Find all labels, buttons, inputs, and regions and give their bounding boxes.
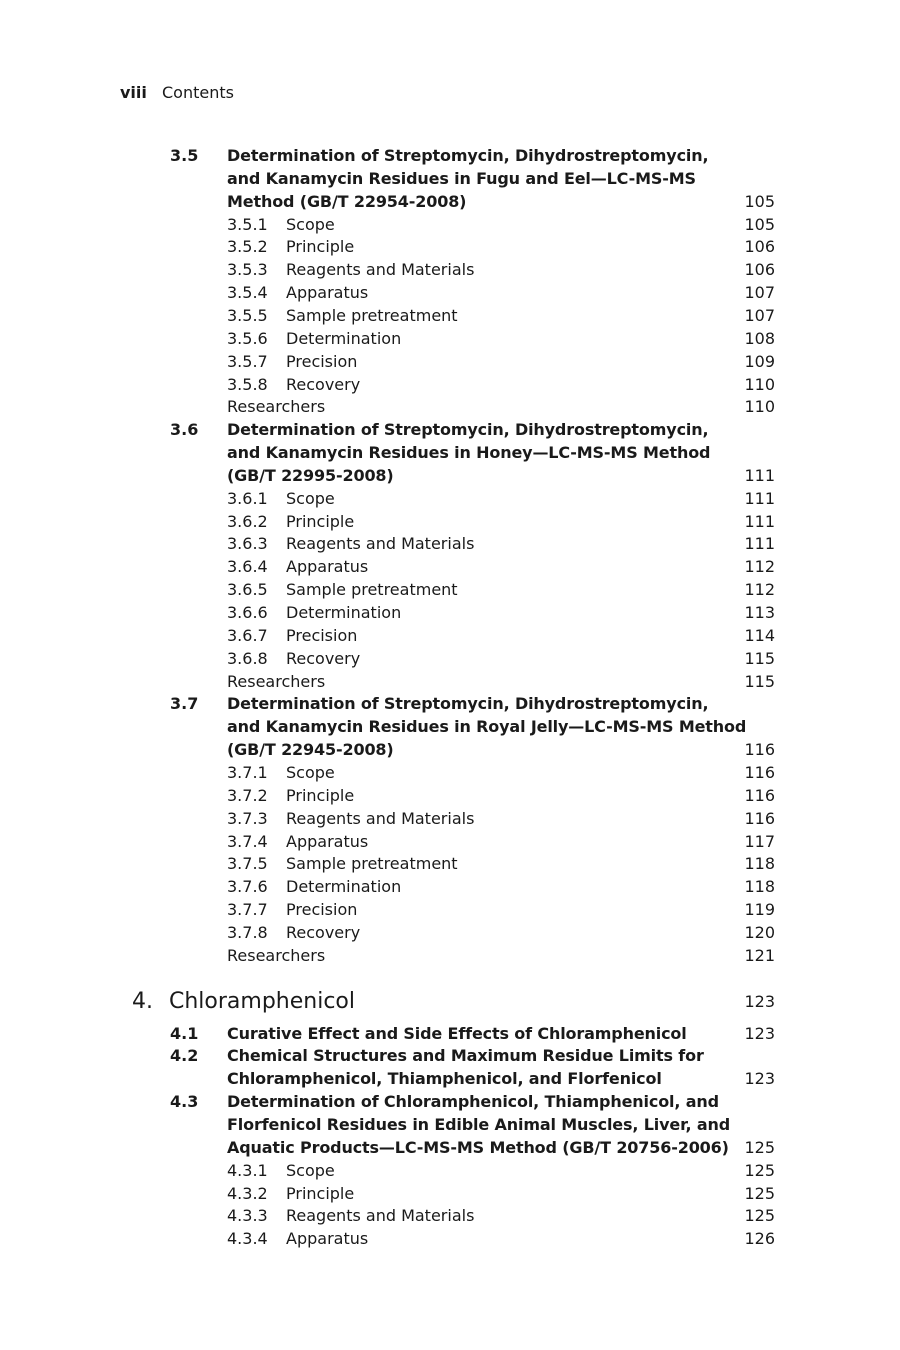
section-title: Chloramphenicol, Thiamphenicol, and Florfenicol <box>227 1069 662 1089</box>
subsection-number: 3.6.6 <box>227 603 268 622</box>
researchers-entry <box>0 395 900 418</box>
subsection-number: 3.6.3 <box>227 534 268 554</box>
subsection-number: 3.7.2 <box>227 785 268 805</box>
section-title: Curative Effect and Side Effects of Chloramphenicol <box>227 1023 687 1043</box>
subsection-title: Apparatus <box>286 557 369 577</box>
section-title: and Kanamycin Residues in Honey—LC-MS-MS Method <box>227 443 711 463</box>
subsection-entry <box>0 784 900 807</box>
section-number: 3.6 <box>170 420 199 440</box>
subsection-entry <box>0 647 900 670</box>
subsection-title: Principle <box>286 511 355 531</box>
subsection-title: Apparatus <box>286 831 369 851</box>
section-entry <box>0 1090 900 1113</box>
page-number: 125 <box>744 1206 775 1226</box>
page-number: 117 <box>744 831 775 851</box>
subsection-title: Sample pretreatment <box>286 854 458 874</box>
subsection-title: Sample pretreatment <box>286 305 458 325</box>
section-entry <box>0 441 900 464</box>
section-entry <box>0 1136 900 1159</box>
subsection-title: Apparatus <box>286 283 369 303</box>
section-title: Chemical Structures and Maximum Residue Limits for <box>227 1046 704 1066</box>
subsection-title: Scope <box>286 488 335 508</box>
page-number: 110 <box>744 397 775 417</box>
subsection-number: 3.6.4 <box>227 557 268 577</box>
section-entry <box>0 738 900 761</box>
page-number: 105 <box>744 214 775 234</box>
section-entry <box>0 418 900 441</box>
subsection-number: 3.5.2 <box>227 237 268 257</box>
section-entry <box>0 1022 900 1045</box>
page-number: 115 <box>744 648 775 668</box>
subsection-title: Recovery <box>286 374 361 394</box>
section-title: and Kanamycin Residues in Fugu and Eel—LC-MS-MS <box>227 168 696 188</box>
subsection-number: 3.5.8 <box>227 374 268 394</box>
subsection-number: 3.6.1 <box>227 488 268 508</box>
subsection-title: Principle <box>286 237 355 257</box>
section-entry <box>0 1044 900 1067</box>
page-folio: viii <box>120 83 147 102</box>
page-number: 108 <box>744 328 775 348</box>
section-entry <box>0 692 900 715</box>
subsection-number: 3.7.8 <box>227 922 268 942</box>
subsection-number: 3.5.3 <box>227 260 268 280</box>
subsection-entry <box>0 304 900 327</box>
section-title: Method (GB/T 22954-2008) <box>227 191 467 211</box>
subsection-entry <box>0 350 900 373</box>
page-number: 118 <box>744 877 775 897</box>
subsection-number: 3.5.1 <box>227 214 268 234</box>
page-number: 120 <box>744 922 775 942</box>
section-number: 4.3 <box>170 1092 199 1112</box>
page-number: 116 <box>744 785 775 805</box>
subsection-entry <box>0 1227 900 1250</box>
section-entry <box>0 1067 900 1090</box>
subsection-title: Precision <box>286 900 358 920</box>
subsection-number: 4.3.2 <box>227 1183 268 1203</box>
page-number: 113 <box>744 603 775 622</box>
subsection-number: 4.3.3 <box>227 1206 268 1226</box>
page-number: 111 <box>744 488 775 508</box>
page-number: 111 <box>744 511 775 531</box>
page-number: 110 <box>744 374 775 394</box>
page-number: 126 <box>744 1229 775 1249</box>
page-number: 116 <box>744 740 775 760</box>
section-title: (GB/T 22945-2008) <box>227 740 394 760</box>
subsection-number: 3.5.7 <box>227 351 268 371</box>
page-number: 115 <box>744 671 775 691</box>
subsection-title: Principle <box>286 1183 355 1203</box>
subsection-entry <box>0 898 900 921</box>
page-number: 112 <box>744 580 775 600</box>
page-number: 116 <box>744 762 775 782</box>
researchers-entry <box>0 670 900 693</box>
section-title: and Kanamycin Residues in Royal Jelly—LC-MS-MS Method <box>227 717 747 737</box>
page-number: 116 <box>744 808 775 828</box>
subsection-entry <box>0 487 900 510</box>
subsection-number: 4.3.1 <box>227 1160 268 1180</box>
subsection-number: 3.6.8 <box>227 648 268 668</box>
page-number: 123 <box>744 991 775 1011</box>
subsection-entry <box>0 532 900 555</box>
page-number: 111 <box>744 534 775 554</box>
section-title: Florfenicol Residues in Edible Animal Muscles, Liver, and <box>227 1115 731 1134</box>
subsection-title: Determination <box>286 328 402 348</box>
section-entry <box>0 1113 900 1136</box>
subsection-title: Reagents and Materials <box>286 260 475 280</box>
subsection-number: 3.6.7 <box>227 625 268 645</box>
page-number: 125 <box>744 1183 775 1203</box>
subsection-entry <box>0 601 900 624</box>
section-number: 4.1 <box>170 1023 199 1043</box>
section-entry <box>0 715 900 738</box>
subsection-number: 4.3.4 <box>227 1229 268 1249</box>
section-title: Determination of Streptomycin, Dihydrostreptomycin, <box>227 146 709 165</box>
page-number: 118 <box>744 854 775 874</box>
subsection-title: Determination <box>286 877 402 897</box>
subsection-entry <box>0 1182 900 1205</box>
subsection-entry <box>0 235 900 258</box>
page-number: 106 <box>744 260 775 280</box>
subsection-title: Scope <box>286 214 335 234</box>
section-entry <box>0 464 900 487</box>
subsection-entry <box>0 555 900 578</box>
chapter-heading <box>0 987 900 1017</box>
researchers-entry <box>0 944 900 967</box>
subsection-number: 3.5.4 <box>227 283 268 303</box>
subsection-number: 3.7.5 <box>227 854 268 874</box>
page-number: 125 <box>744 1137 775 1157</box>
section-number: 4.2 <box>170 1046 199 1066</box>
subsection-title: Reagents and Materials <box>286 534 475 554</box>
subsection-entry <box>0 1159 900 1182</box>
chapter-title: Chloramphenicol <box>169 988 356 1014</box>
researchers-label: Researchers <box>227 671 326 691</box>
page-number: 123 <box>744 1069 775 1089</box>
subsection-entry <box>0 921 900 944</box>
page-number: 105 <box>744 191 775 211</box>
subsection-number: 3.5.6 <box>227 328 268 348</box>
subsection-entry <box>0 875 900 898</box>
section-number: 3.7 <box>170 694 199 714</box>
subsection-number: 3.7.3 <box>227 808 268 828</box>
subsection-title: Recovery <box>286 922 361 942</box>
subsection-entry <box>0 852 900 875</box>
subsection-title: Principle <box>286 785 355 805</box>
subsection-title: Sample pretreatment <box>286 580 458 600</box>
subsection-title: Apparatus <box>286 1229 369 1249</box>
subsection-entry <box>0 281 900 304</box>
subsection-entry <box>0 1204 900 1227</box>
section-entry <box>0 190 900 213</box>
subsection-number: 3.5.5 <box>227 305 268 325</box>
subsection-title: Reagents and Materials <box>286 808 475 828</box>
subsection-number: 3.7.6 <box>227 877 268 897</box>
page-number: 109 <box>744 351 775 371</box>
subsection-title: Scope <box>286 1160 335 1180</box>
researchers-label: Researchers <box>227 397 326 417</box>
page-number: 112 <box>744 557 775 577</box>
subsection-number: 3.6.5 <box>227 580 268 600</box>
section-entry <box>0 167 900 190</box>
subsection-entry <box>0 578 900 601</box>
section-title: Determination of Streptomycin, Dihydrostreptomycin, <box>227 694 709 714</box>
page-number: 123 <box>744 1023 775 1043</box>
subsection-title: Precision <box>286 625 358 645</box>
page-number: 107 <box>744 305 775 325</box>
page-number: 125 <box>744 1160 775 1180</box>
subsection-entry <box>0 327 900 350</box>
subsection-title: Recovery <box>286 648 361 668</box>
subsection-entry <box>0 258 900 281</box>
subsection-number: 3.7.1 <box>227 762 268 782</box>
running-head-label: Contents <box>161 83 234 102</box>
subsection-number: 3.7.7 <box>227 900 268 920</box>
subsection-title: Scope <box>286 762 335 782</box>
chapter-number: 4. <box>132 988 153 1014</box>
subsection-entry <box>0 510 900 533</box>
subsection-number: 3.7.4 <box>227 831 268 851</box>
section-title: Determination of Streptomycin, Dihydrostreptomycin, <box>227 420 709 440</box>
subsection-entry <box>0 807 900 830</box>
subsection-entry <box>0 213 900 236</box>
page-number: 107 <box>744 283 775 303</box>
page-number: 106 <box>744 237 775 257</box>
subsection-entry <box>0 830 900 853</box>
page-number: 114 <box>744 625 775 645</box>
subsection-title: Precision <box>286 351 358 371</box>
subsection-title: Reagents and Materials <box>286 1206 475 1226</box>
page-number: 111 <box>744 465 775 485</box>
subsection-number: 3.6.2 <box>227 511 268 531</box>
subsection-entry <box>0 761 900 784</box>
section-title: Determination of Chloramphenicol, Thiamphenicol, and <box>227 1092 719 1112</box>
page-number: 121 <box>744 945 775 965</box>
section-entry <box>0 144 900 167</box>
section-title: (GB/T 22995-2008) <box>227 465 394 485</box>
researchers-label: Researchers <box>227 945 326 965</box>
section-number: 3.5 <box>170 146 199 165</box>
subsection-title: Determination <box>286 603 402 622</box>
subsection-entry <box>0 624 900 647</box>
page-number: 119 <box>744 900 775 920</box>
subsection-entry <box>0 373 900 396</box>
section-title: Aquatic Products—LC-MS-MS Method (GB/T 20756-2006) <box>227 1137 729 1157</box>
